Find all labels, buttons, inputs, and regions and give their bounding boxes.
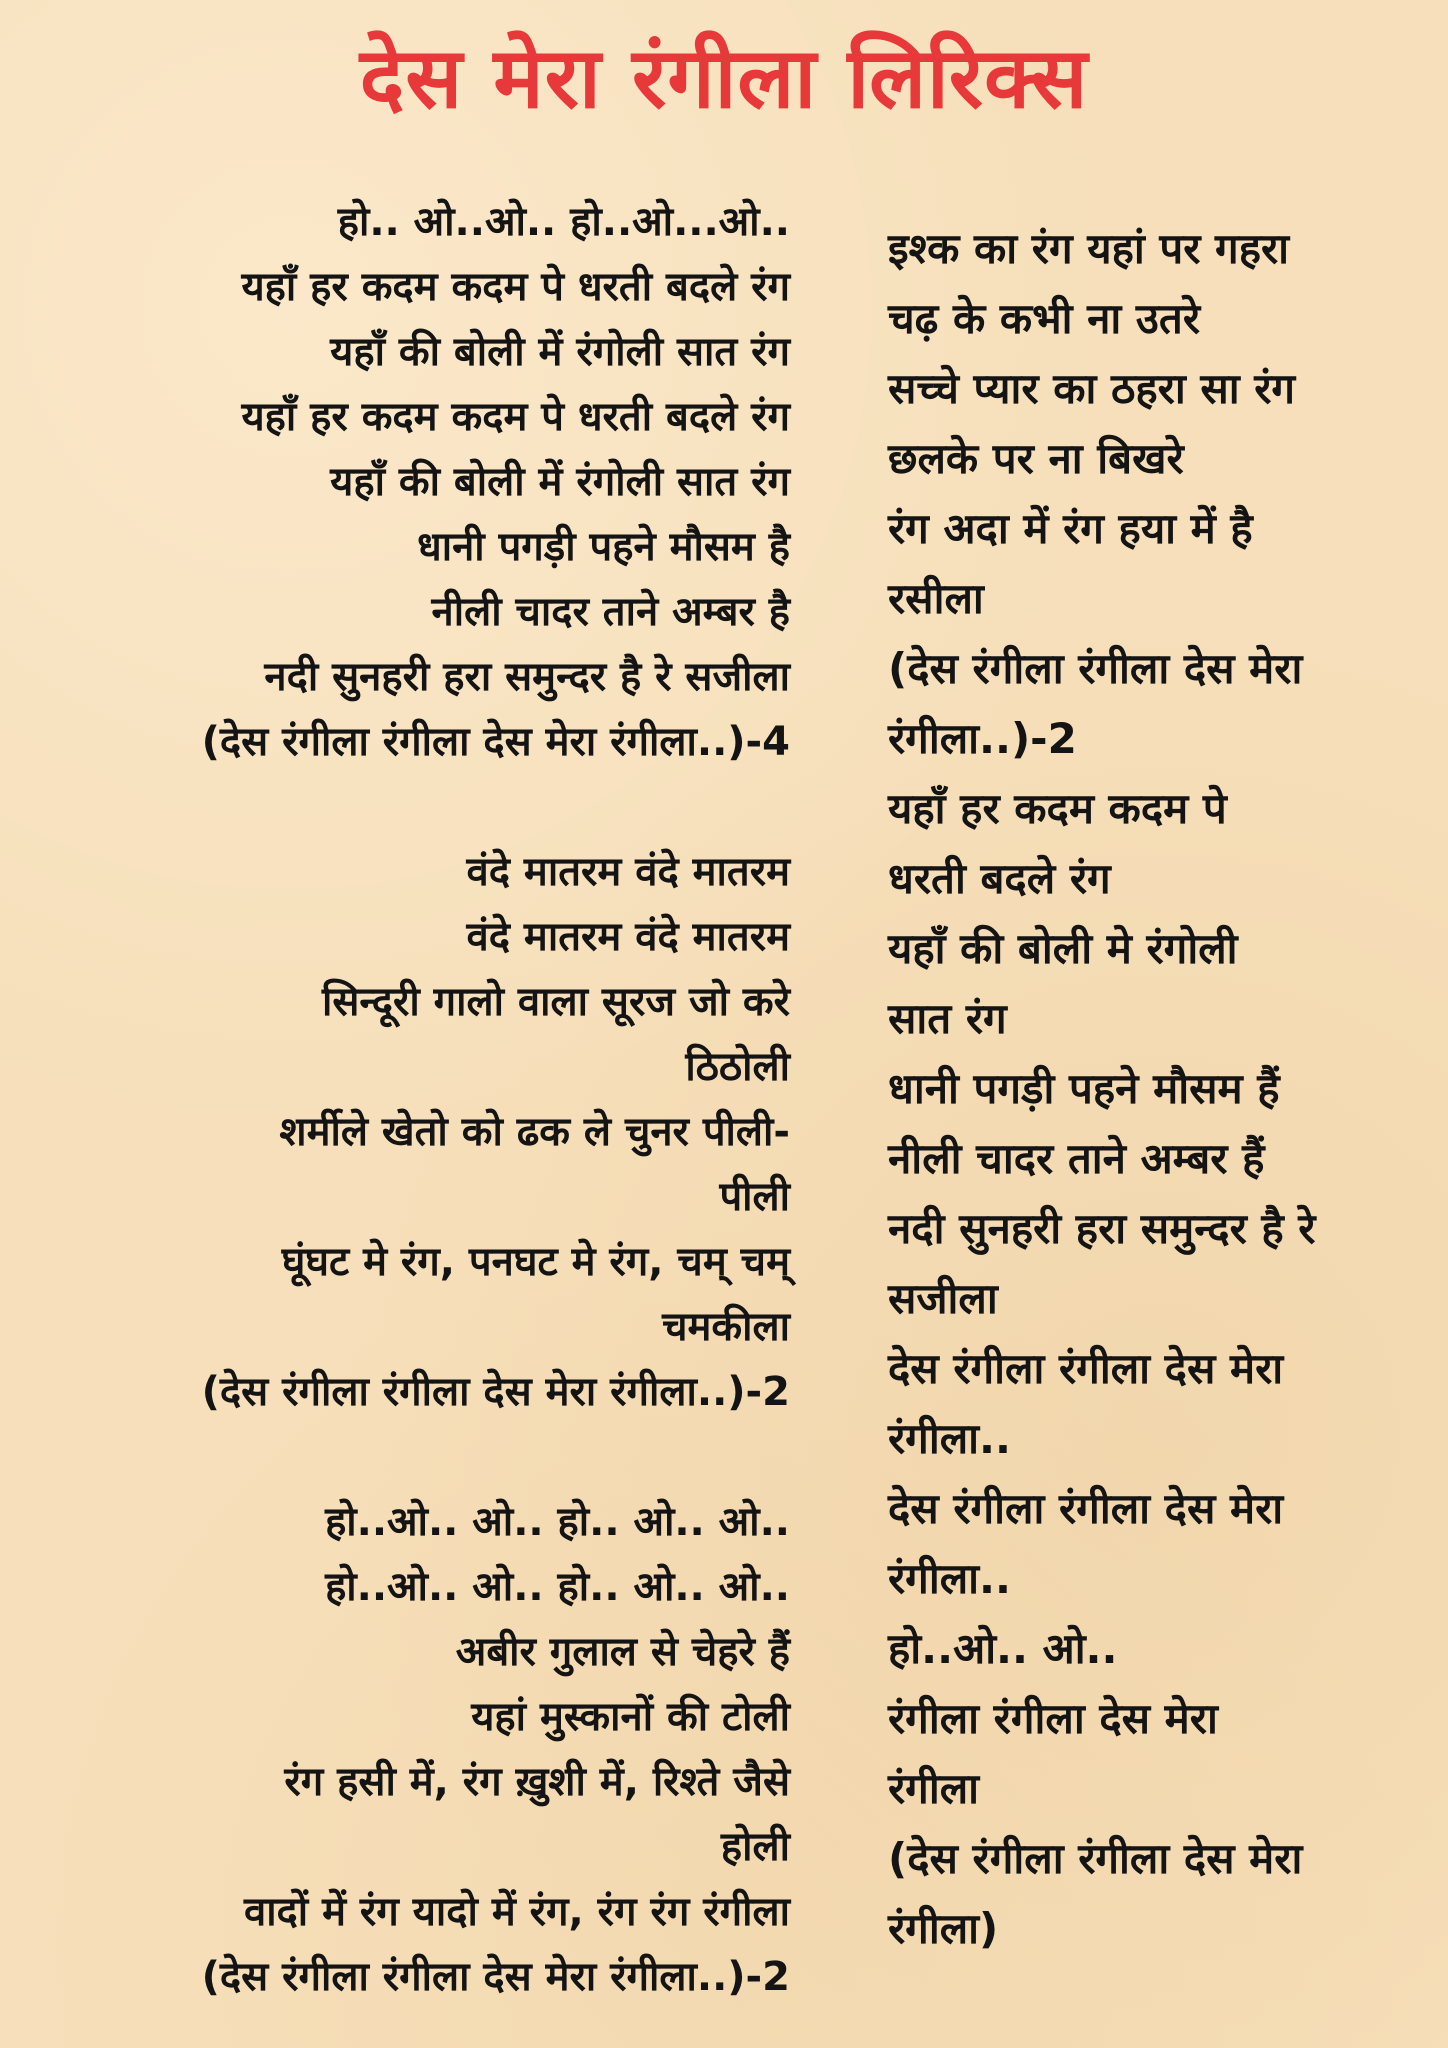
- lyric-line: हो..ओ.. ओ..: [888, 1624, 1118, 1673]
- lyric-line: हो..ओ.. ओ.. हो.. ओ.. ओ..: [325, 1564, 790, 1610]
- stanza-gap: [90, 775, 790, 840]
- lyric-chorus-line: (देस रंगीला रंगीला देस मेरा रंगीला..)-4: [201, 719, 790, 765]
- lyric-line: सच्चे प्यार का ठहरा सा रंग: [888, 364, 1296, 413]
- page-title: देस मेरा रंगीला लिरिक्स: [359, 29, 1089, 127]
- lyric-line: देस रंगीला रंगीला देस मेरा: [888, 1344, 1284, 1393]
- lyric-line: रंगीला): [888, 1904, 999, 1953]
- lyric-line: हो.. ओ..ओ.. हो..ओ...ओ..: [337, 199, 790, 245]
- lyric-line: नीली चादर ताने अम्बर है: [431, 589, 790, 635]
- lyric-line: चढ़ के कभी ना उतरे: [888, 294, 1201, 343]
- lyric-line: रंगीला..: [888, 1554, 1011, 1603]
- lyric-line: ठिठोली: [685, 1044, 790, 1090]
- lyric-line: रंगीला..: [888, 1414, 1011, 1463]
- lyric-line: घूंघट मे रंग, पनघट मे रंग, चम् चम्: [281, 1239, 790, 1285]
- lyric-line: वंदे मातरम वंदे मातरम: [466, 849, 790, 895]
- lyric-chorus-line: (देस रंगीला रंगीला देस मेरा रंगीला..)-2: [201, 1954, 790, 2000]
- lyric-line: सिन्दूरी गालो वाला सूरज जो करे: [322, 979, 790, 1025]
- lyric-line: हो..ओ.. ओ.. हो.. ओ.. ओ..: [325, 1499, 790, 1545]
- lyric-line: वंदे मातरम वंदे मातरम: [466, 914, 790, 960]
- lyric-line: रंगीला रंगीला देस मेरा: [888, 1694, 1218, 1743]
- lyric-line: चमकीला: [662, 1304, 790, 1350]
- lyric-line: सात रंग: [888, 994, 1007, 1043]
- lyrics-left-column: [90, 190, 790, 2010]
- lyric-line: रंगीला: [888, 1764, 980, 1813]
- lyric-line: होली: [720, 1824, 790, 1870]
- lyric-line: यहाँ की बोली में रंगोली सात रंग: [330, 329, 790, 375]
- lyric-line: शर्मीले खेतो को ढक ले चुनर पीली-: [279, 1109, 790, 1155]
- lyric-chorus-line: (देस रंगीला रंगीला देस मेरा रंगीला..)-2: [201, 1369, 790, 1415]
- lyric-line: इश्क का रंग यहां पर गहरा: [888, 224, 1290, 273]
- lyric-line: यहाँ हर कदम कदम पे धरती बदले रंग: [241, 264, 790, 310]
- lyric-line: यहाँ की बोली मे रंगोली: [888, 924, 1238, 973]
- lyrics-stanza-3: [90, 1490, 790, 2010]
- lyric-line: यहाँ की बोली में रंगोली सात रंग: [330, 459, 790, 505]
- lyric-line: यहां मुस्कानों की टोली: [471, 1694, 790, 1740]
- lyric-line: यहाँ हर कदम कदम पे: [888, 784, 1227, 833]
- lyric-line: अबीर गुलाल से चेहरे हैं: [455, 1629, 790, 1675]
- lyric-line: रंगीला..)-2: [888, 714, 1077, 763]
- lyric-line: धानी पगड़ी पहने मौसम है: [417, 524, 790, 570]
- lyric-line: रंग हसी में, रंग ख़ुशी में, रिश्ते जैसे: [284, 1759, 790, 1805]
- lyric-line: नीली चादर ताने अम्बर हैं: [888, 1134, 1265, 1183]
- lyric-line: सजीला: [888, 1274, 998, 1323]
- lyric-line: रसीला: [888, 574, 984, 623]
- lyric-line: (देस रंगीला रंगीला देस मेरा: [888, 1834, 1303, 1883]
- lyrics-stanza-1: [90, 190, 790, 775]
- lyric-line: छलके पर ना बिखरे: [888, 434, 1184, 483]
- lyric-line: वादों में रंग यादो में रंग, रंग रंग रंगीला: [243, 1889, 790, 1935]
- lyric-line: धरती बदले रंग: [888, 854, 1111, 903]
- lyric-line: धानी पगड़ी पहने मौसम हैं: [888, 1064, 1280, 1113]
- lyric-line: पीली: [719, 1174, 790, 1220]
- lyric-line: यहाँ हर कदम कदम पे धरती बदले रंग: [241, 394, 790, 440]
- stanza-gap: [90, 1425, 790, 1490]
- lyrics-stanza-2: [90, 840, 790, 1425]
- lyric-line: नदी सुनहरी हरा समुन्दर है रे: [888, 1204, 1316, 1253]
- lyric-line: नदी सुनहरी हरा समुन्दर है रे सजीला: [264, 654, 790, 700]
- lyric-line: देस रंगीला रंगीला देस मेरा: [888, 1484, 1284, 1533]
- lyric-line: (देस रंगीला रंगीला देस मेरा: [888, 644, 1303, 693]
- lyric-line: रंग अदा में रंग हया में है: [888, 504, 1253, 553]
- lyrics-right-column: [888, 214, 1418, 1964]
